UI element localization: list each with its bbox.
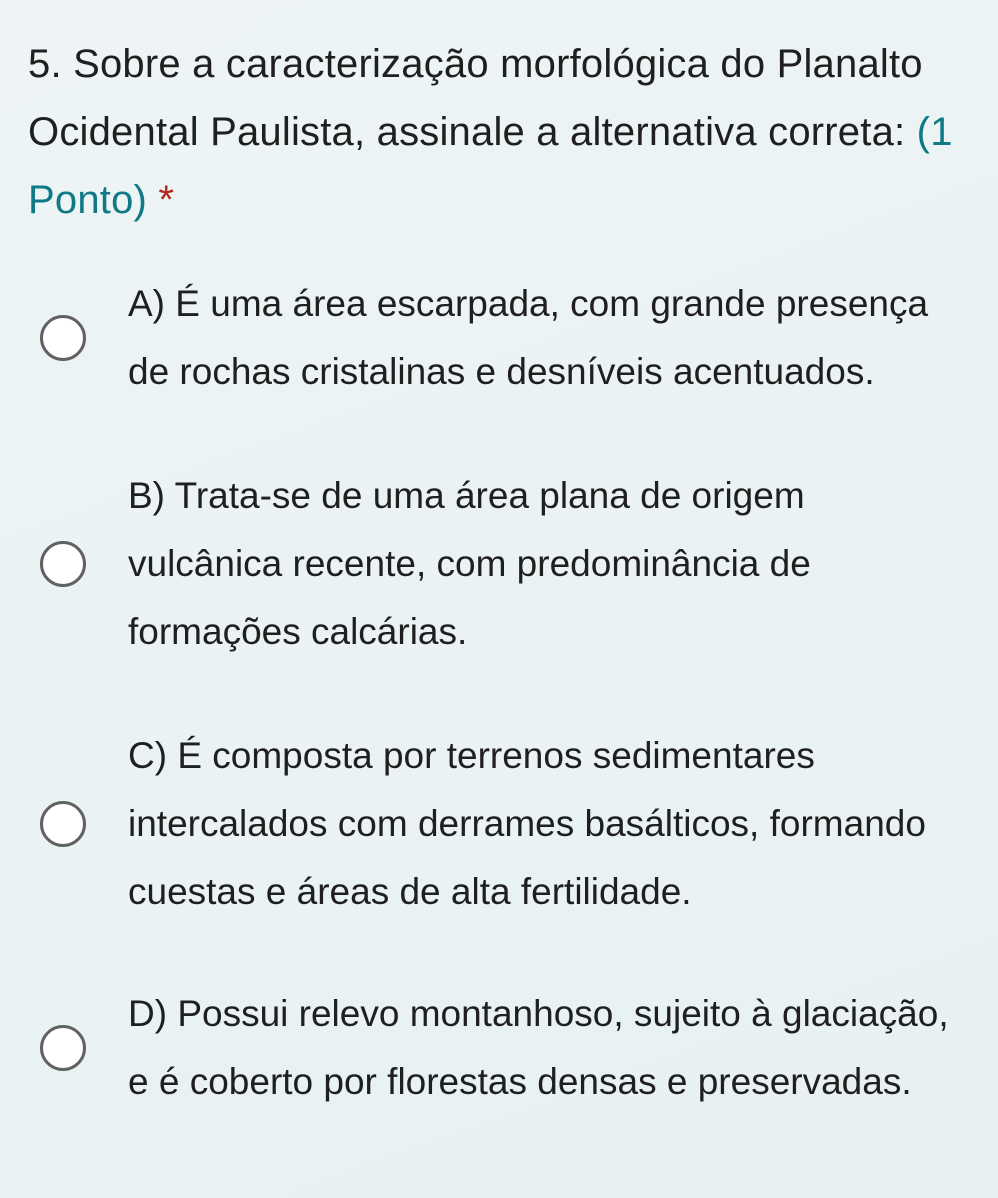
option-b-label: B) Trata-se de uma área plana de origem vulcânica recente, com predominância de formações calcárias. bbox=[128, 475, 811, 652]
option-a-label: A) É uma área escarpada, com grande presença de rochas cristalinas e desníveis acentuados. bbox=[128, 283, 929, 392]
required-asterisk: * bbox=[158, 178, 175, 222]
radio-button-icon[interactable] bbox=[40, 801, 86, 847]
option-b[interactable] bbox=[40, 462, 970, 666]
question-text: 5. Sobre a caracterização morfológica do Planalto Ocidental Paulista, assinale a alternativa correta: bbox=[28, 42, 923, 154]
option-d[interactable] bbox=[40, 980, 970, 1116]
option-c[interactable] bbox=[40, 722, 970, 926]
option-d-label: D) Possui relevo montanhoso, sujeito à glaciação, e é coberto por florestas densas e preservadas. bbox=[128, 993, 949, 1102]
radio-button-icon[interactable] bbox=[40, 541, 86, 587]
radio-button-icon[interactable] bbox=[40, 315, 86, 361]
option-c-label: C) É composta por terrenos sedimentares intercalados com derrames basálticos, formando cuestas e áreas de alta fertilidade. bbox=[128, 735, 926, 912]
radio-button-icon[interactable] bbox=[40, 1025, 86, 1071]
points-label: (1 Ponto) bbox=[28, 110, 953, 222]
option-a[interactable] bbox=[40, 270, 970, 406]
